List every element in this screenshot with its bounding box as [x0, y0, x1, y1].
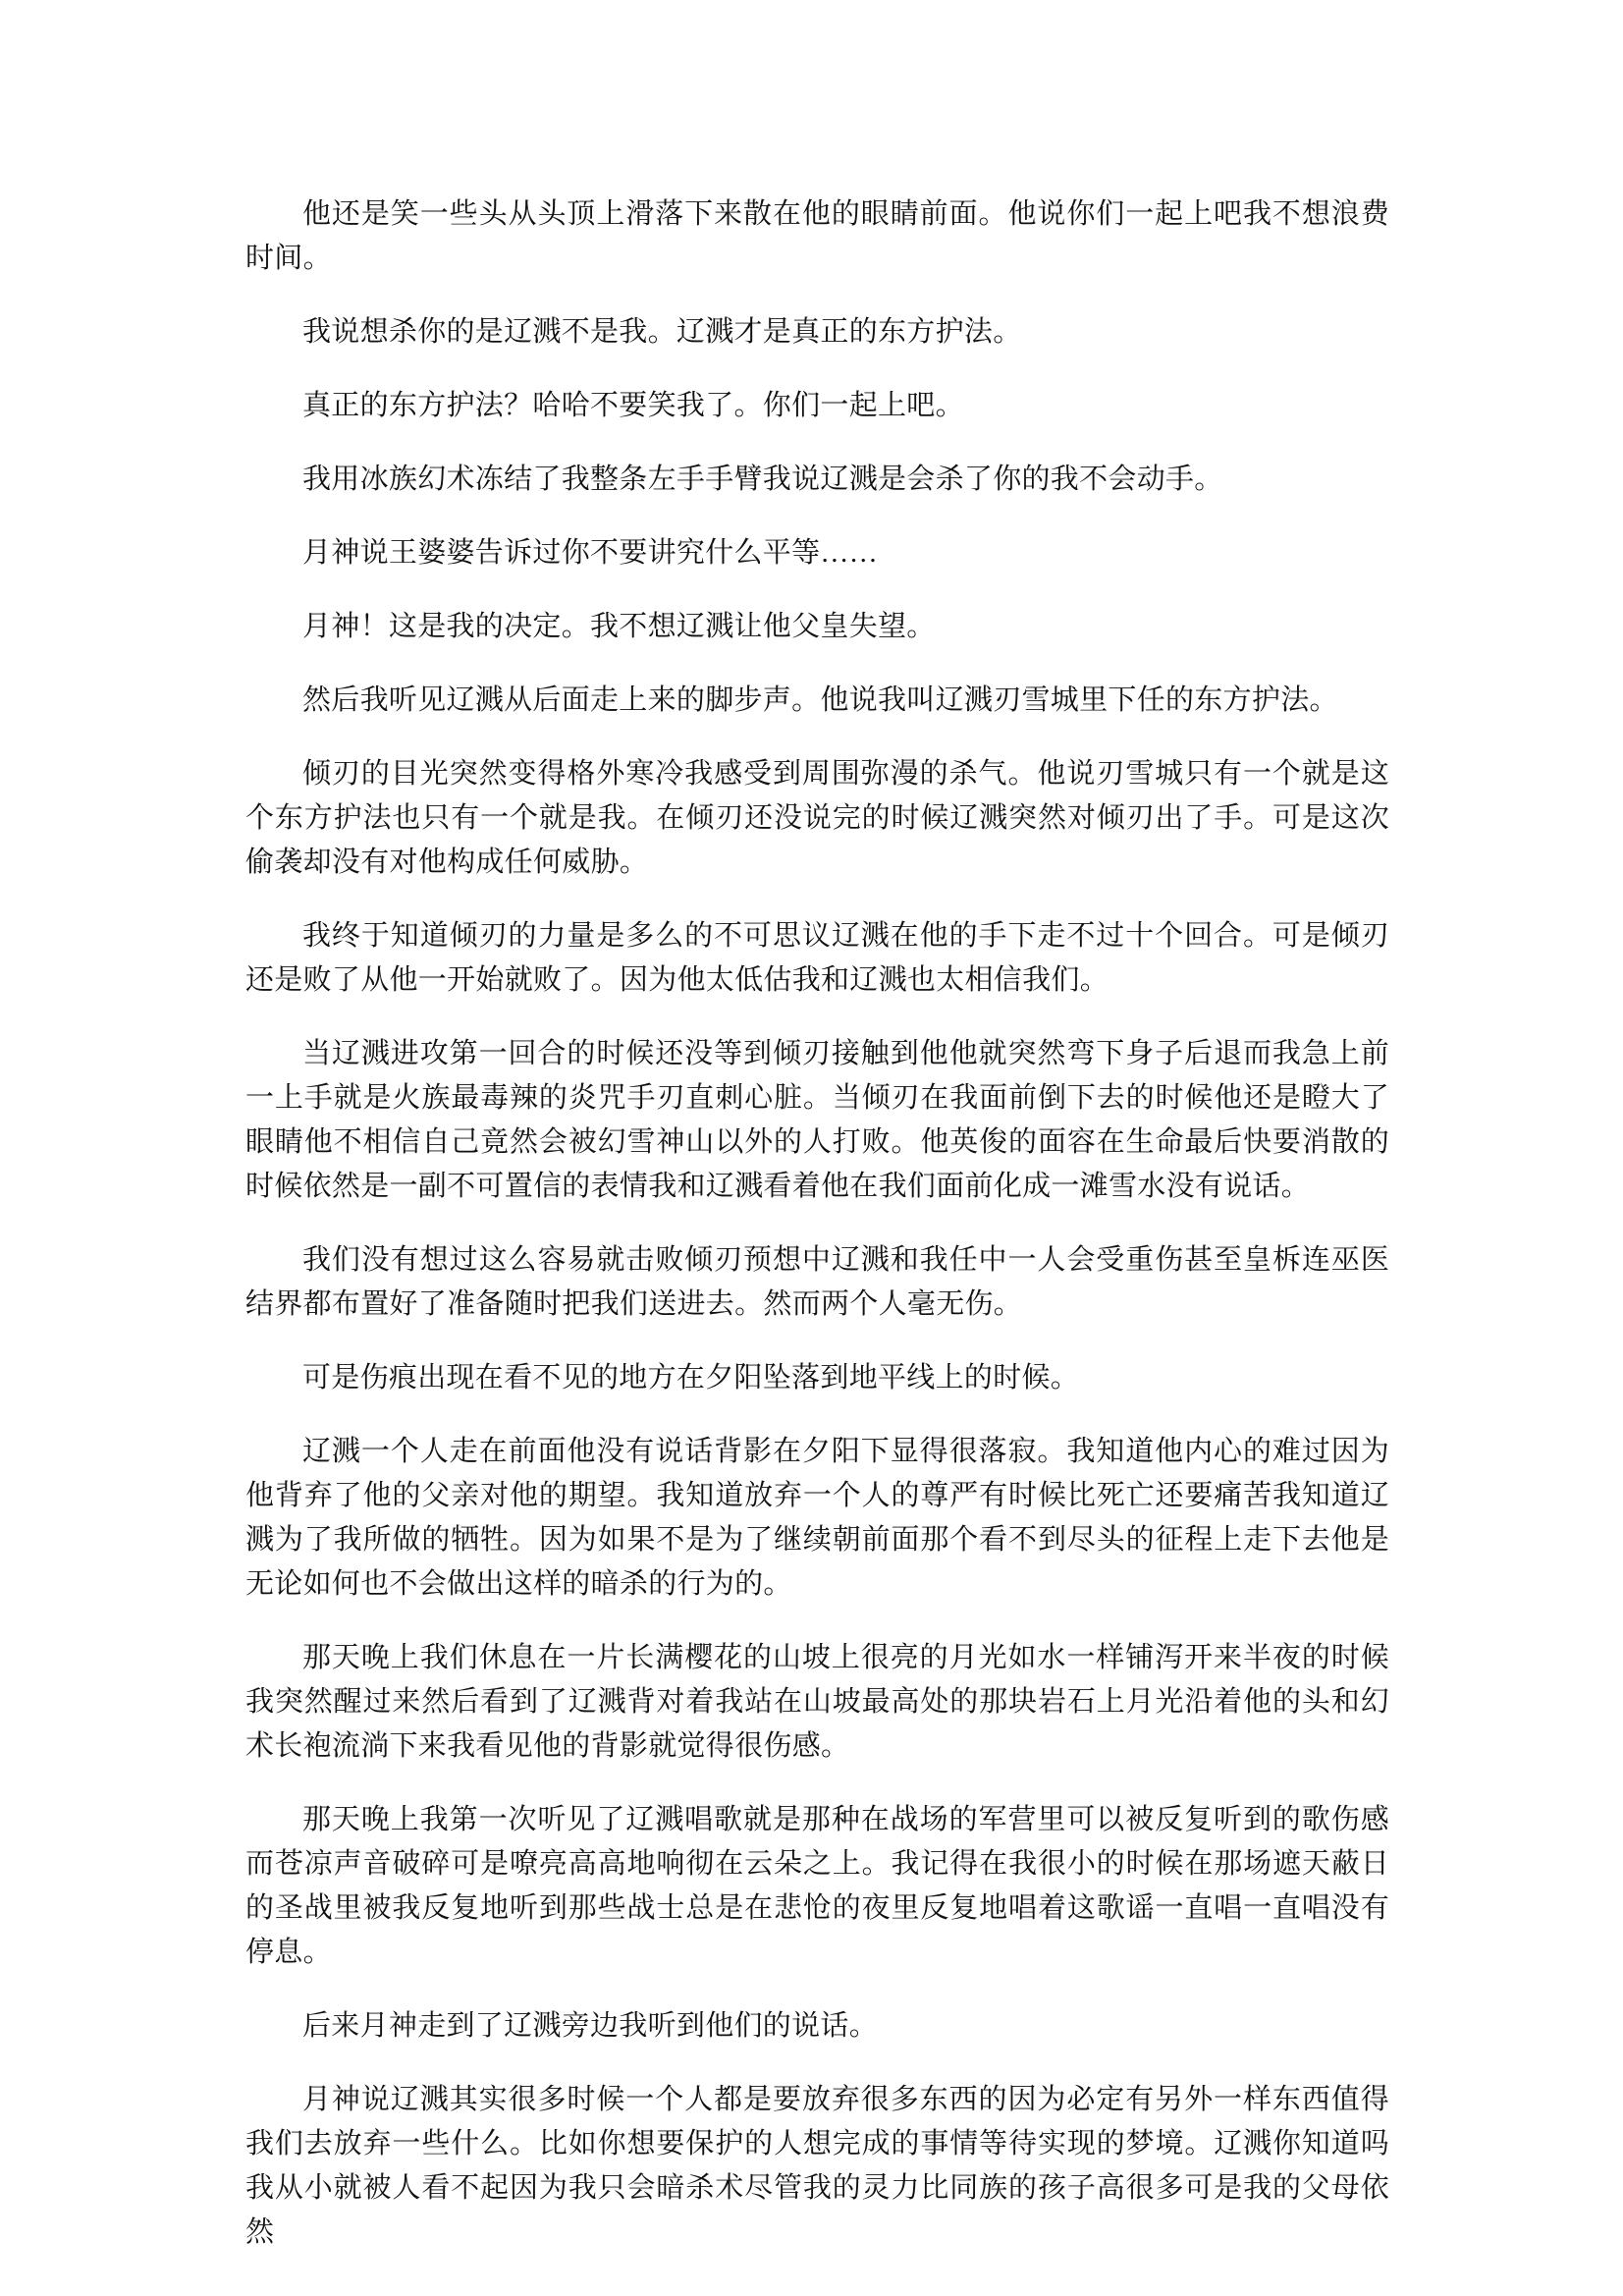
paragraph: 那天晚上我第一次听见了辽溅唱歌就是那种在战场的军营里可以被反复听到的歌伤感而苍凉声音破碎可是嘹亮高高地响彻在云朵之上。我记得在我很小的时候在那场遮天蔽日的圣战里被我反复地听到那些战士总是在悲怆的夜里反复地唱着这歌谣一直唱一直唱没有停息。 [245, 1804, 1389, 1968]
paragraph: 后来月神走到了辽溅旁边我听到他们的说话。 [302, 2010, 879, 2042]
paragraph: 月神说辽溅其实很多时候一个人都是要放弃很多东西的因为必定有另外一样东西值得我们去放弃一些什么。比如你想要保护的人想完成的事情等待实现的梦境。辽溅你知道吗我从小就被人看不起因为我只会暗杀术尽管我的灵力比同族的孩子高很多可是我的父母依然 [245, 2084, 1389, 2248]
paragraph: 我用冰族幻术冻结了我整条左手手臂我说辽溅是会杀了你的我不会动手。 [302, 464, 1223, 495]
paragraph: 我说想杀你的是辽溅不是我。辽溅才是真正的东方护法。 [302, 316, 1022, 348]
paragraph: 月神！这是我的决定。我不想辽溅让他父皇失望。 [302, 611, 936, 642]
paragraph: 倾刃的目光突然变得格外寒冷我感受到周围弥漫的杀气。他说刃雪城只有一个就是这个东方护法也只有一个就是我。在倾刃还没说完的时候辽溅突然对倾刃出了手。可是这次偷袭却没有对他构成任何威胁。 [245, 758, 1389, 878]
paragraph: 当辽溅进攻第一回合的时候还没等到倾刃接触到他他就突然弯下身子后退而我急上前一上手就是火族最毒辣的炎咒手刃直刺心脏。当倾刃在我面前倒下去的时候他还是瞪大了眼睛他不相信自己竟然会被幻雪神山以外的人打败。他英俊的面容在生命最后快要消散的时候依然是一副不可置信的表情我和辽溅看着他在我们面前化成一滩雪水没有说话。 [245, 1038, 1389, 1202]
paragraph: 那天晚上我们休息在一片长满樱花的山坡上很亮的月光如水一样铺泻开来半夜的时候我突然醒过来然后看到了辽溅背对着我站在山坡最高处的那块岩石上月光沿着他的头和幻术长袍流淌下来我看见他的背影就觉得很伤感。 [245, 1642, 1389, 1762]
paragraph: 他还是笑一些头从头顶上滑落下来散在他的眼睛前面。他说你们一起上吧我不想浪费时间。 [245, 198, 1389, 274]
paragraph: 可是伤痕出现在看不见的地方在夕阳坠落到地平线上的时候。 [302, 1362, 1080, 1394]
paragraph: 我终于知道倾刃的力量是多么的不可思议辽溅在他的手下走不过十个回合。可是倾刃还是败了从他一开始就败了。因为他太低估我和辽溅也太相信我们。 [245, 920, 1389, 996]
paragraph: 辽溅一个人走在前面他没有说话背影在夕阳下显得很落寂。我知道他内心的难过因为他背弃了他的父亲对他的期望。我知道放弃一个人的尊严有时候比死亡还要痛苦我知道辽溅为了我所做的牺牲。因为如果不是为了继续朝前面那个看不到尽头的征程上走下去他是无论如何也不会做出这样的暗杀的行为的。 [245, 1436, 1389, 1600]
paragraph: 我们没有想过这么容易就击败倾刃预想中辽溅和我任中一人会受重伤甚至皇柝连巫医结界都布置好了准备随时把我们送进去。然而两个人毫无伤。 [245, 1244, 1389, 1320]
paragraph: 然后我听见辽溅从后面走上来的脚步声。他说我叫辽溅刃雪城里下任的东方护法。 [302, 684, 1338, 716]
paragraph: 真正的东方护法？哈哈不要笑我了。你们一起上吧。 [302, 390, 964, 421]
paragraph: 月神说王婆婆告诉过你不要讲究什么平等…… [302, 537, 879, 569]
